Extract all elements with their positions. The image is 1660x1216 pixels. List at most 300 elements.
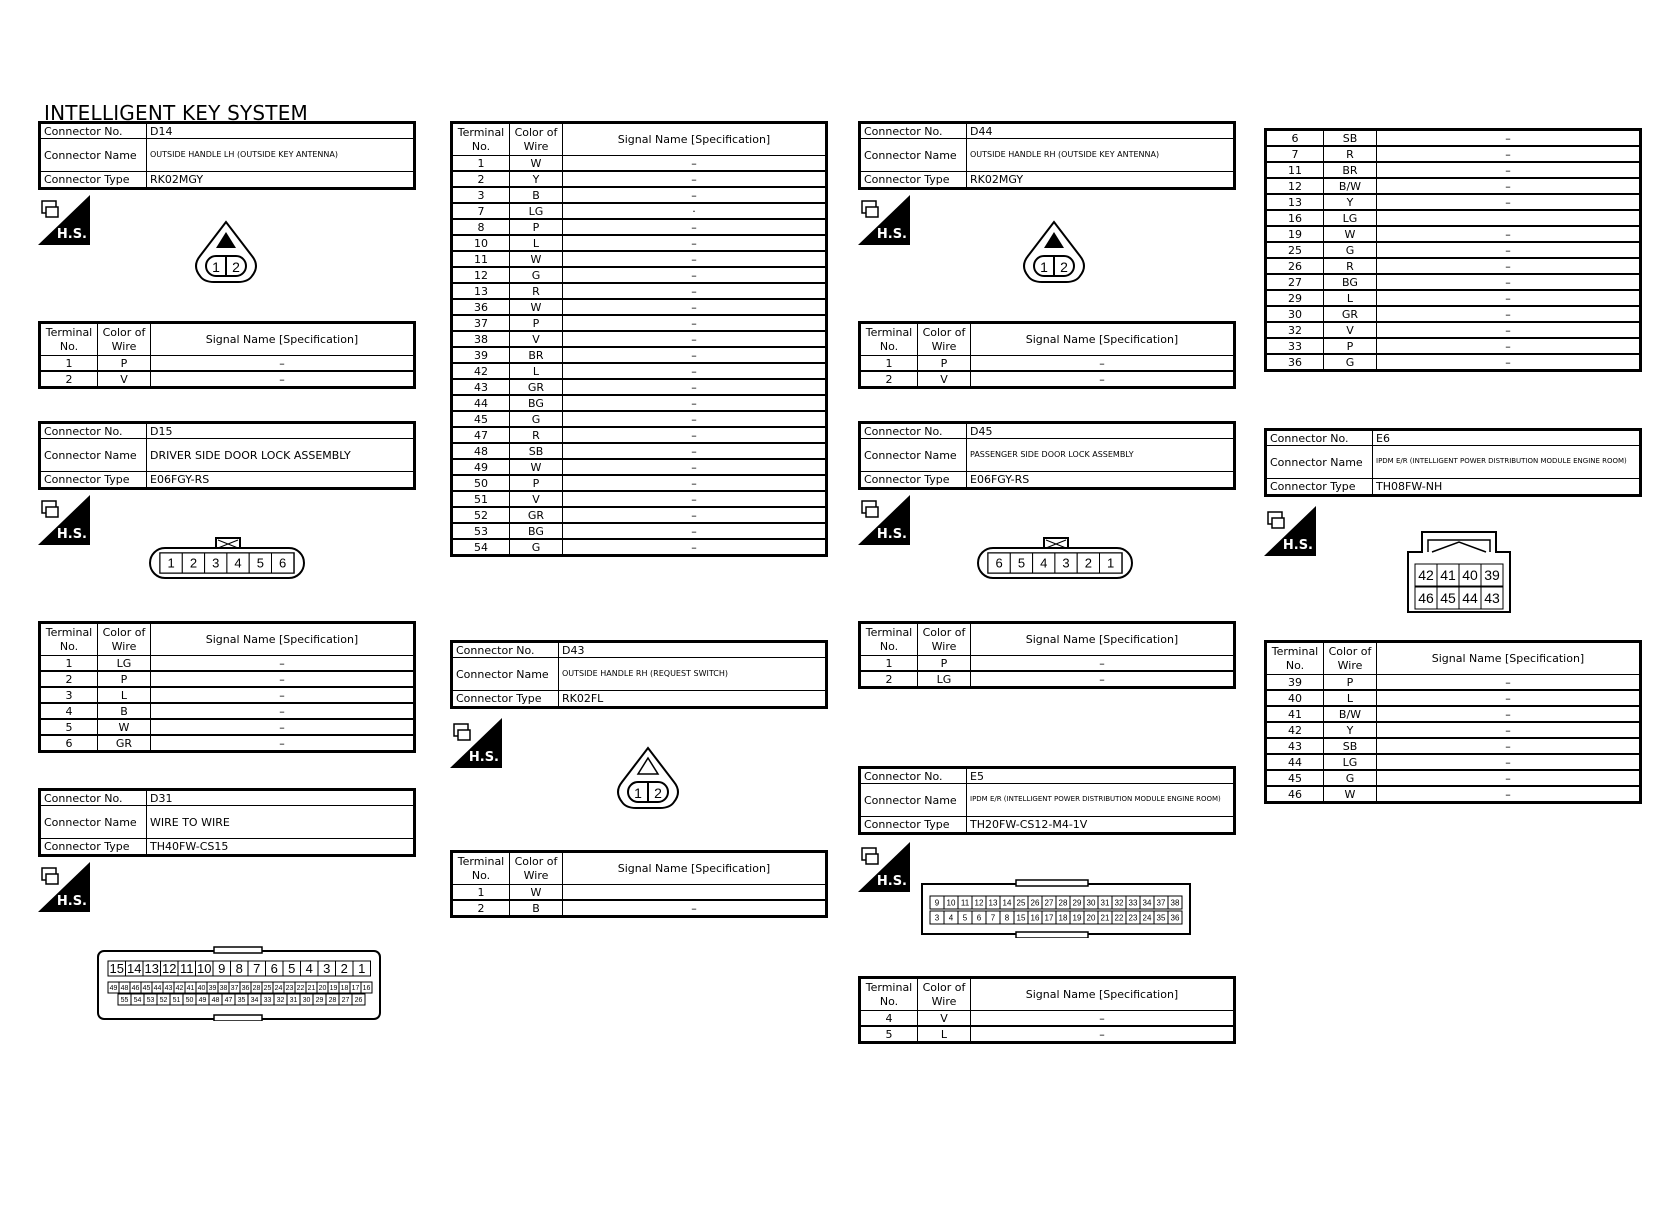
pin-label: 45 [1440, 590, 1456, 607]
table-row [1266, 210, 1641, 226]
pin-label: 38 [1170, 898, 1180, 908]
terminal-no-header: Terminal No. [40, 323, 98, 356]
terminal-no-cell: 13 [452, 283, 510, 299]
table-row [452, 379, 827, 395]
pin-label: 54 [133, 997, 142, 1005]
wire-color-cell: W [510, 885, 563, 901]
pin-label: 24 [1142, 913, 1152, 923]
wire-color-cell: V [918, 371, 971, 388]
terminal-no-cell: 30 [1266, 306, 1324, 322]
wire-color-cell: L [510, 235, 563, 251]
connector-name-value: OUTSIDE HANDLE RH (OUTSIDE KEY ANTENNA) [967, 139, 1235, 172]
pin-label: 19 [1072, 913, 1082, 923]
connector-name-label: Connector Name [1266, 446, 1373, 479]
terminal-no-cell: 25 [1266, 242, 1324, 258]
signal-name-cell: – [563, 475, 827, 491]
connector-d43-face-icon [612, 746, 684, 812]
pin-row [108, 982, 372, 993]
pin-label: 9 [218, 961, 226, 977]
wire-color-cell: SB [510, 443, 563, 459]
table-row [452, 900, 827, 917]
pin-label: 16 [1030, 913, 1040, 923]
table-row [1266, 306, 1641, 322]
signal-name-cell: – [971, 1011, 1235, 1027]
wire-color-cell: B/W [1324, 178, 1377, 194]
connector-type-label: Connector Type [860, 472, 967, 489]
harness-side-icon [450, 718, 502, 768]
wire-color-cell: Y [1324, 194, 1377, 210]
pin-label: 52 [159, 997, 168, 1005]
pin-label: 11 [960, 898, 970, 908]
terminal-no-cell: 12 [452, 267, 510, 283]
pin-label: 10 [197, 961, 212, 977]
pin-label: 18 [1058, 913, 1068, 923]
wire-color-cell: P [98, 671, 151, 687]
connector-no-value: E5 [967, 768, 1235, 784]
pin-label: 28 [328, 997, 337, 1005]
pin-row [1415, 587, 1503, 609]
terminal-no-cell: 52 [452, 507, 510, 523]
terminal-rows [860, 356, 1235, 388]
terminal-no-cell: 1 [452, 156, 510, 172]
pin-label: 3 [323, 961, 331, 977]
pin-row [930, 896, 1182, 909]
connector-no-label: Connector No. [860, 423, 967, 439]
pin-label: 12 [974, 898, 984, 908]
pin-label: 32 [1114, 898, 1124, 908]
connector-d15-info [38, 421, 416, 490]
terminal-no-cell: 47 [452, 427, 510, 443]
terminal-no-cell: 45 [452, 411, 510, 427]
terminal-rows [40, 356, 415, 388]
wire-color-cell: BG [1324, 274, 1377, 290]
color-header: Color of Wire [510, 852, 563, 885]
table-row [860, 671, 1235, 688]
table-row [860, 356, 1235, 372]
wire-color-cell: V [510, 331, 563, 347]
table-row [452, 523, 827, 539]
pin-label: 21 [307, 985, 316, 993]
pin-label: 21 [1100, 913, 1110, 923]
wire-color-cell: SB [1324, 130, 1377, 147]
pin-row [988, 553, 1122, 573]
table-row [452, 219, 827, 235]
terminal-no-cell: 33 [1266, 338, 1324, 354]
hs-label: H.S. [56, 227, 87, 242]
signal-name-cell: – [563, 507, 827, 523]
pin-label: 9 [934, 898, 940, 908]
wire-color-cell: P [1324, 675, 1377, 691]
pin-label: 24 [274, 985, 283, 993]
wire-color-cell: GR [510, 379, 563, 395]
wire-color-cell: SB [1324, 738, 1377, 754]
signal-name-cell: – [563, 379, 827, 395]
terminal-no-cell: 32 [1266, 322, 1324, 338]
connector-e6-face-icon [1406, 530, 1512, 614]
signal-name-cell: – [151, 656, 415, 672]
connector-name-value: OUTSIDE HANDLE LH (OUTSIDE KEY ANTENNA) [147, 139, 415, 172]
pin-label: 8 [1004, 913, 1010, 923]
table-row [1266, 290, 1641, 306]
signal-name-cell: – [563, 283, 827, 299]
wire-color-cell: G [1324, 242, 1377, 258]
pin-label: 36 [1170, 913, 1180, 923]
connector-type-label: Connector Type [40, 839, 147, 856]
pin-label: 2 [1060, 259, 1068, 275]
terminal-no-cell: 39 [1266, 675, 1324, 691]
signal-name-cell: – [1377, 146, 1641, 162]
pin-label: 22 [296, 985, 305, 993]
connector-d15-face-icon [148, 536, 308, 580]
terminal-no-cell: 40 [1266, 690, 1324, 706]
signal-name-cell: – [971, 356, 1235, 372]
connector-e6-terminals [1264, 640, 1642, 804]
connector-d44-face-icon [1018, 220, 1090, 286]
color-header: Color of Wire [918, 623, 971, 656]
table-row [452, 459, 827, 475]
connector-type-value: TH08FW-NH [1373, 479, 1641, 496]
terminal-no-cell: 4 [860, 1011, 918, 1027]
terminal-no-cell: 26 [1266, 258, 1324, 274]
table-row [40, 735, 415, 752]
terminal-no-cell: 3 [40, 687, 98, 703]
pin-label: 28 [252, 985, 261, 993]
table-row [452, 491, 827, 507]
wire-color-cell: L [1324, 690, 1377, 706]
wire-color-cell: W [98, 719, 151, 735]
pin-label: 29 [1072, 898, 1082, 908]
pin-label: 6 [995, 555, 1003, 571]
wire-color-cell: GR [98, 735, 151, 752]
connector-e5-face-icon [920, 878, 1192, 938]
pin-label: 23 [285, 985, 294, 993]
connector-d44-info [858, 121, 1236, 190]
pin-label: 37 [230, 985, 239, 993]
color-header: Color of Wire [918, 978, 971, 1011]
connector-name-label: Connector Name [452, 658, 559, 691]
pin-label: 17 [1044, 913, 1054, 923]
terminal-no-cell: 5 [860, 1026, 918, 1043]
pin-label: 26 [354, 997, 363, 1005]
signal-name-cell: – [1377, 242, 1641, 258]
connector-type-value: E06FGY-RS [967, 472, 1235, 489]
pin-label: 48 [120, 985, 129, 993]
pin-label: 20 [1086, 913, 1096, 923]
pin-label: 51 [172, 997, 181, 1005]
terminal-no-cell: 6 [40, 735, 98, 752]
terminal-no-cell: 42 [1266, 722, 1324, 738]
pin-label: 18 [340, 985, 349, 993]
signal-name-cell: – [563, 395, 827, 411]
signal-name-cell: – [563, 315, 827, 331]
table-row [452, 283, 827, 299]
pin-label: 25 [1016, 898, 1026, 908]
wire-color-cell: P [510, 315, 563, 331]
connector-no-label: Connector No. [1266, 430, 1373, 446]
connector-type-value: TH20FW-CS12-M4-1V [967, 817, 1235, 834]
terminal-rows [1266, 130, 1641, 371]
pin-label: 29 [315, 997, 324, 1005]
pin-label: 2 [654, 785, 662, 801]
signal-name-cell: – [151, 719, 415, 735]
pin-label: 3 [212, 555, 220, 571]
table-row [452, 267, 827, 283]
connector-type-label: Connector Type [860, 172, 967, 189]
terminal-no-cell: 2 [860, 671, 918, 688]
table-row [1266, 274, 1641, 290]
connector-d45-face-icon [976, 536, 1136, 580]
table-row [40, 371, 415, 388]
wire-color-cell: V [1324, 322, 1377, 338]
signal-name-cell: – [563, 267, 827, 283]
terminal-rows [452, 156, 827, 556]
harness-side-icon [858, 195, 910, 245]
connector-no-label: Connector No. [860, 123, 967, 139]
connector-d15-terminals [38, 621, 416, 753]
wire-color-cell: P [1324, 338, 1377, 354]
wire-color-cell: GR [1324, 306, 1377, 322]
pin-label: 34 [250, 997, 259, 1005]
signal-name-cell: – [971, 671, 1235, 688]
connector-name-value: IPDM E/R (INTELLIGENT POWER DISTRIBUTION MODULE ENGINE ROOM) [1373, 446, 1641, 479]
connector-name-value: DRIVER SIDE DOOR LOCK ASSEMBLY [147, 439, 415, 472]
signal-header: Signal Name [Specification] [971, 323, 1235, 356]
terminal-no-header: Terminal No. [1266, 642, 1324, 675]
pin-label: 32 [276, 997, 285, 1005]
table-row [860, 1011, 1235, 1027]
connector-type-value: RK02MGY [147, 172, 415, 189]
terminal-no-cell: 1 [860, 356, 918, 372]
pin-label: 44 [153, 985, 162, 993]
harness-side-icon [38, 495, 90, 545]
pin-label: 30 [302, 997, 311, 1005]
connector-d14-terminals [38, 321, 416, 389]
pin-label: 7 [990, 913, 996, 923]
signal-name-cell: – [1377, 786, 1641, 803]
table-row [1266, 770, 1641, 786]
table-row [1266, 706, 1641, 722]
pin-label: 19 [329, 985, 338, 993]
wire-color-cell: LG [98, 656, 151, 672]
signal-header: Signal Name [Specification] [151, 623, 415, 656]
connector-no-value: D43 [559, 642, 827, 658]
signal-name-cell: – [563, 411, 827, 427]
connector-name-label: Connector Name [40, 439, 147, 472]
terminal-no-cell: 16 [1266, 210, 1324, 226]
pin-label: 13 [144, 961, 159, 977]
pin-label: 43 [1484, 590, 1500, 607]
terminal-no-header: Terminal No. [452, 123, 510, 156]
pin-label: 50 [185, 997, 194, 1005]
pin-label: 41 [186, 985, 195, 993]
pin-row [108, 961, 371, 976]
terminal-no-cell: 6 [1266, 130, 1324, 147]
table-row [452, 203, 827, 219]
connector-d43-info [450, 640, 828, 709]
signal-name-cell: – [1377, 722, 1641, 738]
color-header: Color of Wire [98, 623, 151, 656]
connector-e5-terminals [858, 976, 1236, 1044]
terminal-no-cell: 36 [1266, 354, 1324, 371]
wire-color-cell: BR [1324, 162, 1377, 178]
connector-e6-info [1264, 428, 1642, 497]
connector-no-label: Connector No. [40, 790, 147, 806]
signal-name-cell: – [563, 251, 827, 267]
pin-label: 13 [988, 898, 998, 908]
table-row [1266, 722, 1641, 738]
terminal-no-cell: 37 [452, 315, 510, 331]
signal-header: Signal Name [Specification] [971, 623, 1235, 656]
connector-no-label: Connector No. [40, 123, 147, 139]
wire-color-cell: L [510, 363, 563, 379]
signal-name-cell: – [1377, 338, 1641, 354]
signal-name-cell: – [1377, 178, 1641, 194]
wire-color-cell: V [510, 491, 563, 507]
signal-name-cell: – [151, 703, 415, 719]
terminal-no-cell: 38 [452, 331, 510, 347]
page-title: INTELLIGENT KEY SYSTEM [44, 101, 309, 125]
pin-row [160, 553, 294, 573]
table-row [40, 656, 415, 672]
table-row [452, 315, 827, 331]
pin-label: 39 [1484, 567, 1500, 584]
connector-name-label: Connector Name [860, 784, 967, 817]
pin-label: 14 [1002, 898, 1012, 908]
terminal-no-cell: 13 [1266, 194, 1324, 210]
wire-color-cell: W [510, 299, 563, 315]
signal-name-cell: – [563, 347, 827, 363]
hs-label: H.S. [876, 874, 907, 889]
terminal-rows [1266, 675, 1641, 803]
harness-side-icon [38, 195, 90, 245]
color-header: Color of Wire [918, 323, 971, 356]
signal-header: Signal Name [Specification] [563, 123, 827, 156]
signal-name-cell: – [563, 900, 827, 917]
wire-color-cell: W [510, 251, 563, 267]
signal-name-cell: – [151, 671, 415, 687]
connector-d45-info [858, 421, 1236, 490]
signal-name-cell: – [563, 299, 827, 315]
pin-label: 6 [976, 913, 982, 923]
pin-label: 42 [175, 985, 184, 993]
terminal-no-cell: 1 [40, 356, 98, 372]
terminal-no-cell: 51 [452, 491, 510, 507]
terminal-no-cell: 2 [452, 900, 510, 917]
pin-label: 43 [164, 985, 173, 993]
table-row [40, 671, 415, 687]
table-row [452, 235, 827, 251]
signal-name-cell: – [1377, 274, 1641, 290]
wire-color-cell: G [510, 267, 563, 283]
table-row [1266, 338, 1641, 354]
wire-color-cell: B/W [1324, 706, 1377, 722]
signal-name-cell: · [563, 203, 827, 219]
wire-color-cell: R [510, 427, 563, 443]
wire-color-cell: P [918, 656, 971, 672]
signal-header: Signal Name [Specification] [1377, 642, 1641, 675]
pin-row [118, 994, 365, 1005]
signal-name-cell [1377, 210, 1641, 226]
connector-no-value: D14 [147, 123, 415, 139]
wire-color-cell: B [510, 900, 563, 917]
table-row [860, 1026, 1235, 1043]
pin-label: 2 [232, 259, 240, 275]
pin-label: 46 [1418, 590, 1434, 607]
wire-color-cell: LG [1324, 210, 1377, 226]
table-row [860, 371, 1235, 388]
terminal-no-cell: 50 [452, 475, 510, 491]
wire-color-cell: LG [918, 671, 971, 688]
harness-side-icon [858, 842, 910, 892]
terminal-no-cell: 53 [452, 523, 510, 539]
pin-label: 12 [162, 961, 177, 977]
terminal-no-header: Terminal No. [860, 978, 918, 1011]
signal-name-cell: – [1377, 290, 1641, 306]
pin-label: 1 [634, 785, 642, 801]
pin-label: 28 [1058, 898, 1068, 908]
signal-name-cell: – [1377, 130, 1641, 147]
terminal-no-cell: 4 [40, 703, 98, 719]
terminal-no-cell: 19 [1266, 226, 1324, 242]
pin-label: 38 [219, 985, 228, 993]
wire-color-cell: BG [510, 395, 563, 411]
signal-name-cell: – [1377, 738, 1641, 754]
table-row [1266, 178, 1641, 194]
connector-no-label: Connector No. [452, 642, 559, 658]
signal-name-cell: – [971, 656, 1235, 672]
connector-d45-terminals [858, 621, 1236, 689]
terminal-no-cell: 2 [860, 371, 918, 388]
signal-header: Signal Name [Specification] [971, 978, 1235, 1011]
table-row [452, 251, 827, 267]
connector-e5-terminals-continued [1264, 128, 1642, 372]
signal-name-cell: – [1377, 354, 1641, 371]
signal-header: Signal Name [Specification] [151, 323, 415, 356]
terminal-no-header: Terminal No. [860, 623, 918, 656]
pin-label: 1 [1107, 555, 1115, 571]
table-row [40, 703, 415, 719]
table-row [860, 656, 1235, 672]
connector-type-label: Connector Type [860, 817, 967, 834]
harness-side-icon [1264, 506, 1316, 556]
table-row [40, 687, 415, 703]
wire-color-cell: G [510, 539, 563, 556]
pin-label: 6 [270, 961, 278, 977]
wire-color-cell: BR [510, 347, 563, 363]
pin-label: 35 [237, 997, 246, 1005]
terminal-no-cell: 2 [40, 371, 98, 388]
signal-name-cell: – [1377, 770, 1641, 786]
signal-name-cell: – [1377, 322, 1641, 338]
connector-d14-info [38, 121, 416, 190]
pin-label: 40 [197, 985, 206, 993]
connector-no-value: D31 [147, 790, 415, 806]
pin-label: 11 [180, 961, 194, 977]
connector-type-value: TH40FW-CS15 [147, 839, 415, 856]
connector-type-value: RK02MGY [967, 172, 1235, 189]
table-row [452, 411, 827, 427]
connector-d31-terminals [450, 121, 828, 557]
connector-d44-terminals [858, 321, 1236, 389]
signal-header: Signal Name [Specification] [563, 852, 827, 885]
pin-label: 15 [1016, 913, 1026, 923]
terminal-no-cell: 7 [452, 203, 510, 219]
hs-label: H.S. [876, 527, 907, 542]
connector-no-value: D44 [967, 123, 1235, 139]
pin-label: 4 [1040, 555, 1048, 571]
connector-d14-face-icon [190, 220, 262, 286]
table-row [452, 475, 827, 491]
